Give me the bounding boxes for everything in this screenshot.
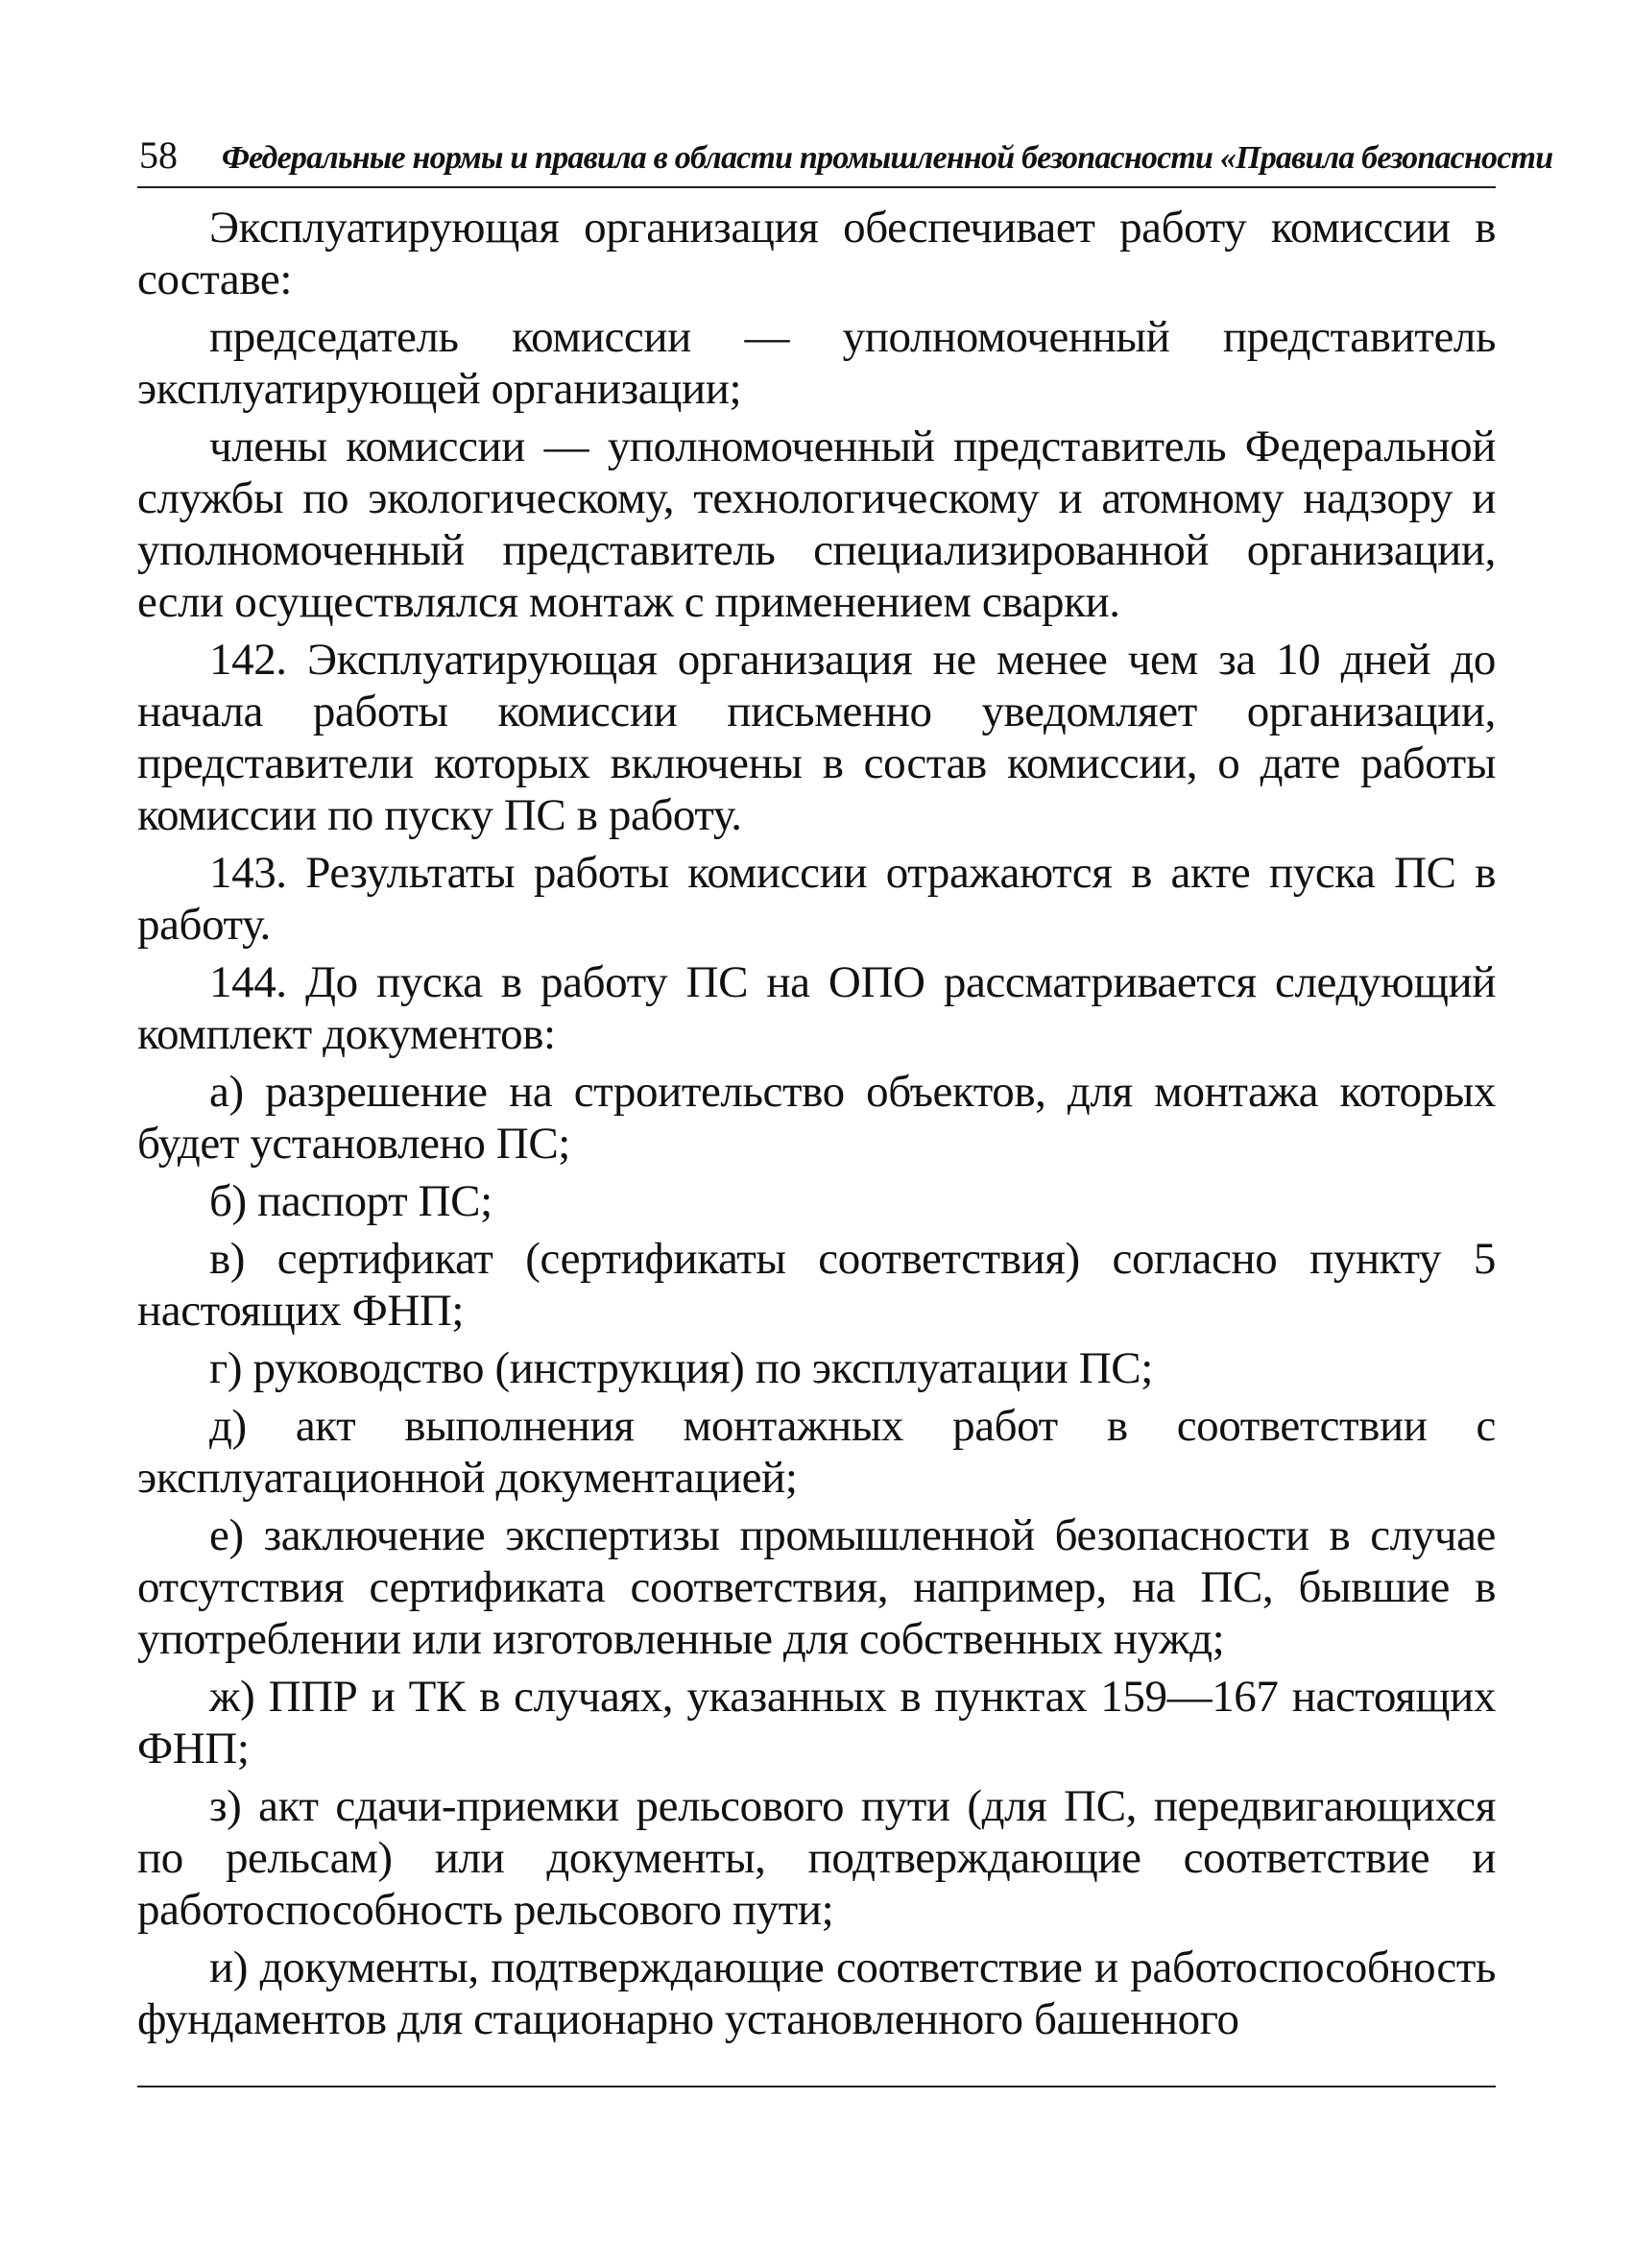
paragraph: Эксплуатирующая организация обеспечивает работу комиссии в составе: — [137, 203, 1496, 304]
footer-rule — [137, 2086, 1496, 2087]
running-title: Федеральные нормы и правила в области промышленной безопасности «Правила безопасности — [222, 140, 1553, 176]
list-item: д) акт выполнения монтажных работ в соответствии с эксплуатационной документацией; — [137, 1401, 1496, 1503]
list-item: ж) ППР и ТК в случаях, указанных в пунктах 159—167 настоящих ФНП; — [137, 1672, 1496, 1773]
list-item: г) руководство (инструкция) по эксплуатации ПС; — [209, 1343, 1153, 1393]
list-item: е) заключение экспертизы промышленной безопасности в случае отсутствия сертификата соответствия, например, на ПС, бывшие в употреблении или изготовленные для собственных нужд; — [137, 1510, 1496, 1664]
body-text — [137, 202, 1496, 2051]
list-item: а) разрешение на строительство объектов, для монтажа которых будет установлено ПС; — [137, 1067, 1496, 1169]
page-header — [137, 133, 1553, 188]
paragraph: 142. Эксплуатирующая организация не менее чем за 10 дней до начала работы комиссии письменно уведомляет организации, представители которых включены в состав комиссии, о дате работы комиссии по пуску ПС в работу. — [137, 635, 1496, 840]
list-item: в) сертификат (сертификаты соответствия) согласно пункту 5 настоящих ФНП; — [137, 1234, 1496, 1336]
page-number: 58 — [139, 133, 178, 177]
paragraph: председатель комиссии — уполномоченный представитель эксплуатирующей организации; — [137, 312, 1496, 414]
list-item: з) акт сдачи-приемки рельсового пути (для ПС, передвигающихся по рельсам) или документы, подтверждающие соответствие и работоспособность рельсового пути; — [137, 1781, 1496, 1935]
paragraph: 143. Результаты работы комиссии отражаются в акте пуска ПС в работу. — [137, 848, 1496, 950]
paragraph: 144. До пуска в работу ПС на ОПО рассматривается следующий комплект документов: — [137, 957, 1496, 1059]
list-item: и) документы, подтверждающие соответствие и работоспособность фундаментов для стационарно установленного башенного — [137, 1942, 1496, 2044]
list-item: б) паспорт ПС; — [209, 1176, 492, 1226]
paragraph: члены комиссии — уполномоченный представитель Федеральной службы по экологическому, технологическому и атомному надзору и уполномоченный представитель специализированной организации, если осуществлялся монтаж с применением сварки. — [137, 422, 1496, 627]
